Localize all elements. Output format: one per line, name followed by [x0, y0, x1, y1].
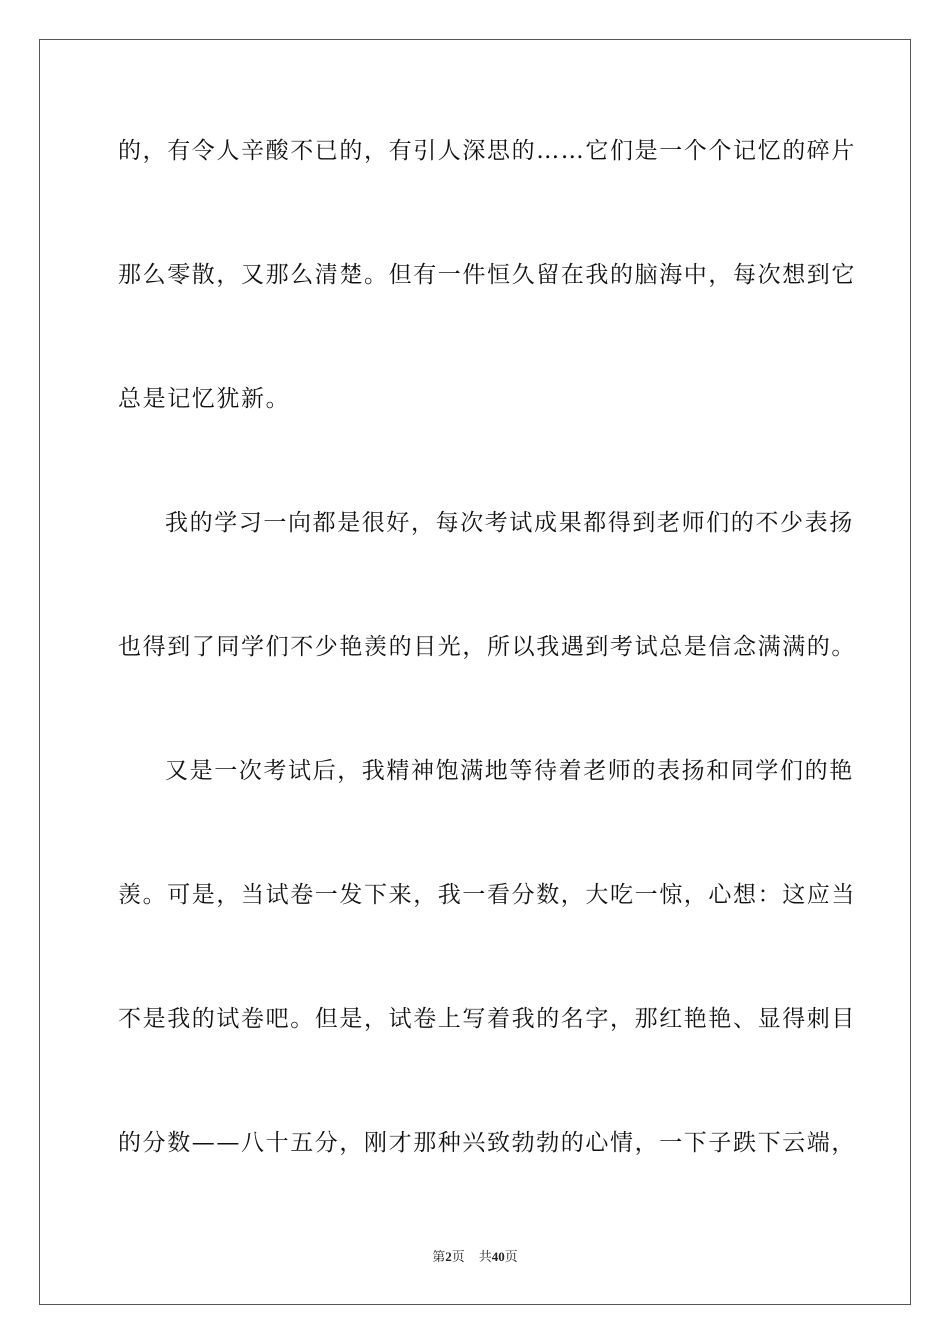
text-line-4: 我的学习一向都是很好，每次考试成果都得到老师们的不少表扬 [165, 510, 854, 536]
total-suffix: 页 [504, 1249, 518, 1264]
text-line-9: 的分数——八十五分，刚才那种兴致勃勃的心情，一下子跌下云端， [118, 1130, 856, 1156]
text-line-8: 不是我的试卷吧。但是，试卷上写着我的名字，那红艳艳、显得刺目 [118, 1006, 856, 1032]
text-line-6: 又是一次考试后，我精神饱满地等待着老师的表扬和同学们的艳 [165, 758, 854, 784]
page-prefix: 第 [432, 1249, 446, 1264]
page-suffix: 页 [451, 1249, 465, 1264]
page-number: 2 [445, 1249, 452, 1264]
text-line-1: 的，有令人辛酸不已的，有引人深思的……它们是一个个记忆的碎片 [118, 138, 856, 164]
page-footer [0, 1248, 950, 1266]
total-prefix: 共 [478, 1249, 492, 1264]
total-pages: 40 [491, 1249, 505, 1264]
text-line-3: 总是记忆犹新。 [118, 386, 291, 412]
text-line-2: 那么零散，又那么清楚。但有一件恒久留在我的脑海中，每次想到它 [118, 262, 856, 288]
page-border [39, 39, 911, 1305]
text-line-7: 羡。可是，当试卷一发下来，我一看分数，大吃一惊，心想：这应当 [118, 882, 856, 908]
text-line-5: 也得到了同学们不少艳羡的目光，所以我遇到考试总是信念满满的。 [118, 634, 856, 660]
